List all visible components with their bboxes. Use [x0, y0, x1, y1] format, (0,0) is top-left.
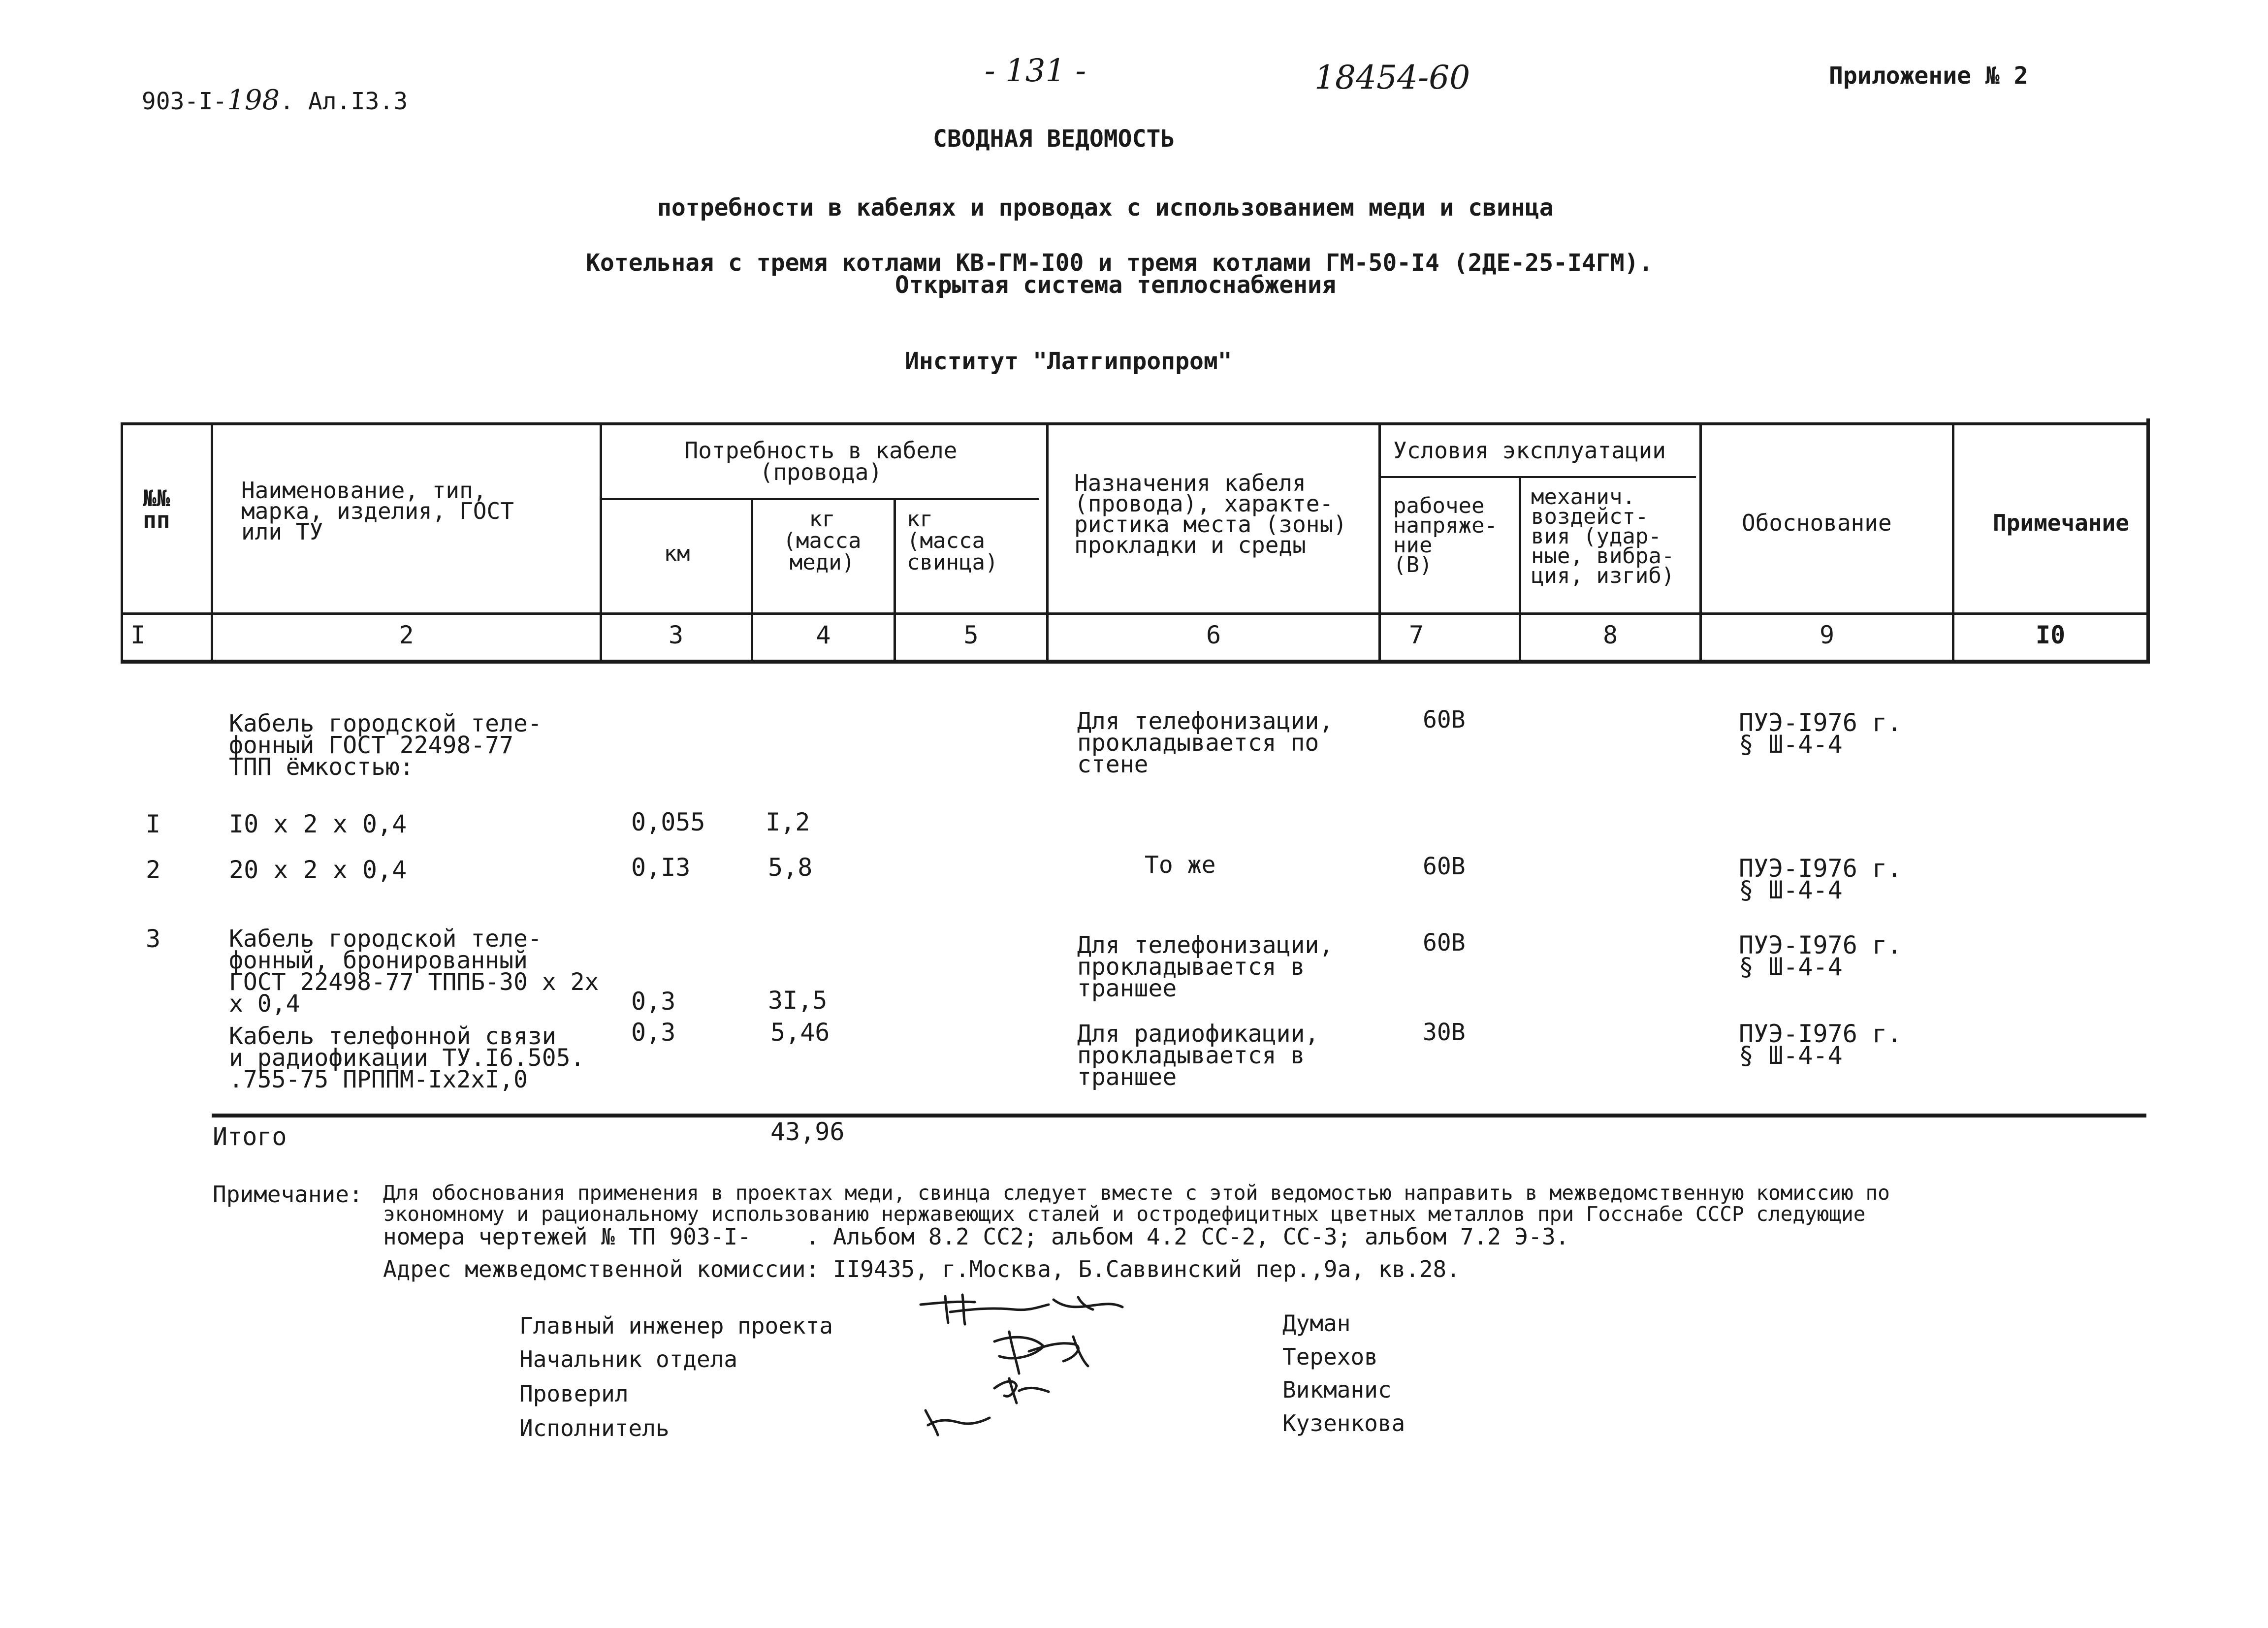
- row-name: Кабель городской теле- фонный, бронированный ГОСТ 22498-77 ТППБ-30 х 2х х 0,4: [229, 925, 599, 1018]
- row-kg-copper: I,2: [766, 808, 810, 836]
- row-num: I: [146, 810, 161, 838]
- colnum-7: 7: [1409, 621, 1424, 649]
- row-km: 0,3: [631, 1018, 676, 1047]
- handwritten-signatures: [916, 1287, 1191, 1450]
- colnum-8: 8: [1602, 621, 1618, 649]
- row-purpose: То же: [1145, 851, 1216, 879]
- row-voltage: 60В: [1423, 706, 1466, 734]
- signature-name: Викманис: [1282, 1376, 1392, 1403]
- signature-role: Исполнитель: [519, 1415, 670, 1441]
- conditions-group-divider: [1381, 476, 1696, 478]
- row-num: 2: [146, 856, 161, 884]
- row-name: 20 х 2 х 0,4: [229, 856, 407, 884]
- row-name: Кабель городской теле- фонный ГОСТ 22498-77 ТПП ёмкостью:: [229, 710, 542, 781]
- table-top-border: [121, 422, 2149, 425]
- page-number: - 131 -: [985, 53, 1086, 89]
- row-basis: ПУЭ-I976 г. § Ш-4-4: [1739, 854, 1902, 904]
- header-num: №№ пп: [143, 485, 170, 533]
- doc-code-prefix: 903-I-: [141, 88, 227, 115]
- header-note: Примечание: [1993, 510, 2129, 536]
- inventory-number: 18454-60: [1314, 59, 1470, 96]
- row-basis: ПУЭ-I976 г. § Ш-4-4: [1739, 931, 1902, 981]
- colnum-9: 9: [1819, 621, 1835, 649]
- row-name: Кабель телефонной связи и радиофикации ТУ.I6.505. .755-75 ПРППМ-Iх2хI,0: [229, 1022, 585, 1093]
- signature-name: Терехов: [1282, 1343, 1378, 1370]
- commission-address: Адрес межведомственной комиссии: II9435, г.Москва, Б.Саввинский пер.,9а, кв.28.: [383, 1256, 1460, 1282]
- signature-role: Главный инженер проекта: [519, 1312, 833, 1339]
- object-line-2: Открытая система теплоснабжения: [895, 271, 1336, 299]
- signature-role: Начальник отдела: [519, 1346, 738, 1373]
- header-kg-lead: кг (масса свинца): [907, 507, 998, 575]
- header-mechanical: механич. воздейст- вия (удар- ные, вибра- ция, изгиб): [1531, 484, 1675, 588]
- colnum-2: 2: [399, 621, 414, 649]
- header-name: Наименование, тип, марка, изделия, ГОСТ или ТУ: [241, 477, 514, 545]
- colnum-3: 3: [668, 621, 684, 649]
- notes-line-2: экономному и рациональному использованию нержавеющих сталей и остродефицитных цветных металлов при Госснабе СССР следующие: [383, 1202, 1866, 1226]
- total-value: 43,96: [770, 1117, 845, 1146]
- header-km: км: [664, 541, 690, 566]
- page-subtitle: потребности в кабелях и проводах с использованием меди и свинца: [657, 194, 1554, 222]
- row-km: 0,3: [631, 987, 676, 1016]
- signature-name: Думан: [1282, 1310, 1351, 1337]
- colnum-5: 5: [963, 621, 979, 649]
- doc-code-handwritten: 198: [227, 84, 280, 116]
- row-km: 0,I3: [631, 853, 691, 882]
- row-basis: ПУЭ-I976 г. § Ш-4-4: [1739, 1020, 1902, 1070]
- row-voltage: 60В: [1423, 929, 1466, 957]
- table-bottom-border: [121, 660, 2149, 664]
- row-name: I0 х 2 х 0,4: [229, 810, 407, 838]
- colnum-6: 6: [1206, 621, 1221, 649]
- total-label: Итого: [213, 1122, 287, 1151]
- album-code: . Ал.I3.3: [280, 88, 408, 115]
- signature-role: Проверил: [519, 1380, 629, 1407]
- signature-name: Кузенкова: [1282, 1410, 1406, 1436]
- appendix-label: Приложение № 2: [1829, 62, 2028, 90]
- colnum-1: I: [130, 621, 146, 649]
- colnum-4: 4: [816, 621, 831, 649]
- header-purpose: Назначения кабеля (провода), характе- ристика места (зоны) прокладки и среды: [1074, 470, 1347, 558]
- institute-name: Институт "Латгипропром": [905, 348, 1232, 375]
- row-voltage: 60В: [1423, 853, 1466, 880]
- colnum-10: I0: [2035, 621, 2066, 649]
- row-num: 3: [146, 925, 161, 953]
- header-basis: Обоснование: [1742, 510, 1892, 536]
- doc-code: [113, 63, 408, 114]
- row-kg-copper: 3I,5: [768, 986, 828, 1015]
- header-voltage: рабочее напряже- ние (В): [1393, 493, 1498, 577]
- notes-line-3: номера чертежей № ТП 903-I- . Альбом 8.2 СС2; альбом 4.2 СС-2, СС-3; альбом 7.2 Э-3.: [383, 1223, 1569, 1250]
- row-km: 0,055: [631, 808, 705, 836]
- total-separator: [212, 1114, 2146, 1117]
- header-need-group: Потребность в кабеле (провода): [684, 437, 958, 485]
- need-group-divider: [601, 498, 1039, 500]
- row-purpose: Для телефонизации, прокладывается в траншее: [1077, 931, 1334, 1002]
- row-purpose: Для радиофикации, прокладывается в траншее: [1077, 1020, 1319, 1091]
- notes-line-1: Для обоснования применения в проектах меди, свинца следует вместе с этой ведомостью направить в межведомственную комиссию по: [383, 1181, 1890, 1205]
- header-conditions-group: Условия эксплуатации: [1393, 437, 1666, 464]
- page-title: СВОДНАЯ ВЕДОМОСТЬ: [933, 125, 1175, 153]
- col-line-10: [2146, 418, 2150, 664]
- notes-label: Примечание:: [213, 1181, 363, 1208]
- row-voltage: 30В: [1423, 1019, 1466, 1046]
- col-line-6: [1378, 422, 1381, 664]
- row-basis: ПУЭ-I976 г. § Ш-4-4: [1739, 708, 1902, 759]
- row-kg-copper: 5,8: [768, 853, 813, 882]
- object-line-1: Котельная с тремя котлами КВ-ГМ-I00 и тремя котлами ГМ-50-I4 (2ДЕ-25-I4ГМ).: [586, 249, 1653, 277]
- row-kg-copper: 5,46: [770, 1018, 830, 1047]
- row-purpose: Для телефонизации, прокладывается по стене: [1077, 707, 1334, 778]
- table-header-divider: [121, 612, 2149, 615]
- header-kg-copper: кг (масса меди): [783, 507, 862, 575]
